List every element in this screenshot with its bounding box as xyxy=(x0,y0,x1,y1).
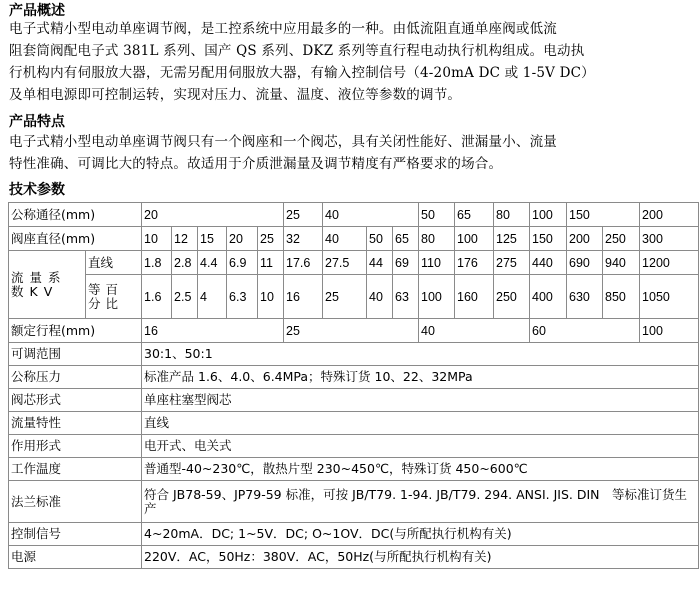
spec-cell: 250 xyxy=(494,275,530,319)
spec-value: 普通型-40~230℃，散热片型 230~450℃，特殊订货 450~600℃ xyxy=(142,458,699,481)
spec-cell: 2.5 xyxy=(172,275,198,319)
overview-heading: 产品概述 xyxy=(9,3,65,19)
overview-line: 及单相电源即可控制运转，实现对压力、流量、温度、液位等参数的调节。 xyxy=(9,87,462,103)
spec-cell: 176 xyxy=(455,251,494,275)
spec-cell: 80 xyxy=(419,227,455,251)
spec-label: 阀芯形式 xyxy=(9,389,142,412)
kv-equal-percentage-row xyxy=(9,275,699,319)
overview-paragraph xyxy=(9,18,697,106)
spec-cell: 160 xyxy=(455,275,494,319)
spec-cell: 16 xyxy=(142,319,284,343)
spec-cell: 150 xyxy=(530,227,567,251)
spec-label: 作用形式 xyxy=(9,435,142,458)
spec-cell: 200 xyxy=(640,203,699,227)
spec-label: 控制信号 xyxy=(9,523,142,546)
spec-cell: 80 xyxy=(494,203,530,227)
spec-value: 4~20mA．DC; 1~5V．DC; O~1OV．DC(与所配执行机构有关) xyxy=(142,523,699,546)
spec-cell: 40 xyxy=(323,227,367,251)
spec-cell: 440 xyxy=(530,251,567,275)
spec-cell: 10 xyxy=(258,275,284,319)
spec-cell: 940 xyxy=(603,251,640,275)
spec-row xyxy=(9,546,699,569)
spec-cell: 1200 xyxy=(640,251,699,275)
spec-cell: 10 xyxy=(142,227,172,251)
spec-row xyxy=(9,523,699,546)
spec-label: 公称压力 xyxy=(9,366,142,389)
spec-cell: 69 xyxy=(393,251,419,275)
spec-cell: 6.3 xyxy=(227,275,258,319)
spec-cell: 100 xyxy=(455,227,494,251)
spec-cell: 25 xyxy=(284,203,323,227)
features-line: 特性准确、可调比大的特点。故适用于介质泄漏量及调节精度有严格要求的场合。 xyxy=(9,156,503,172)
spec-label: 流量特性 xyxy=(9,412,142,435)
spec-cell: 690 xyxy=(567,251,603,275)
spec-cell: 65 xyxy=(455,203,494,227)
spec-cell: 1050 xyxy=(640,275,699,319)
rated-stroke-label: 额定行程(mm) xyxy=(9,319,142,343)
spec-value: 标准产品 1.6、4.0、6.4MPa；特殊订货 10、22、32MPa xyxy=(142,366,699,389)
overview-line: 行机构内有伺服放大器，无需另配用伺服放大器，有输入控制信号（4-20mA DC 或 1-5V DC） xyxy=(9,65,595,81)
spec-cell: 11 xyxy=(258,251,284,275)
spec-cell: 4.4 xyxy=(198,251,227,275)
spec-cell: 17.6 xyxy=(284,251,323,275)
seat-diameter-row xyxy=(9,227,699,251)
spec-row xyxy=(9,343,699,366)
spec-cell: 40 xyxy=(419,319,530,343)
overview-line: 阻套筒阀配电子式 381L 系列、国产 QS 系列、DKZ 系列等直行程电动执行机构组成。电动执 xyxy=(9,43,585,59)
spec-cell: 16 xyxy=(284,275,323,319)
spec-cell: 20 xyxy=(227,227,258,251)
spec-cell: 60 xyxy=(530,319,640,343)
spec-row xyxy=(9,412,699,435)
nominal-diameter-row xyxy=(9,203,699,227)
spec-cell: 25 xyxy=(258,227,284,251)
spec-table xyxy=(8,202,699,569)
spec-value: 符合 JB78-59、JP79-59 标准，可按 JB/T79. 1-94. JB/T79. 294. ANSI. JIS. DIN 等标准订货生产 xyxy=(142,481,699,523)
spec-value: 单座柱塞型阀芯 xyxy=(142,389,699,412)
features-heading: 产品特点 xyxy=(9,114,65,130)
spec-row xyxy=(9,435,699,458)
nominal-diameter-label: 公称通径(mm) xyxy=(9,203,142,227)
spec-cell: 150 xyxy=(567,203,640,227)
kv-linear-row xyxy=(9,251,699,275)
spec-cell: 65 xyxy=(393,227,419,251)
spec-cell: 32 xyxy=(284,227,323,251)
spec-cell: 1.8 xyxy=(142,251,172,275)
spec-cell: 25 xyxy=(323,275,367,319)
spec-value: 220V．AC，50Hz：380V．AC，50Hz(与所配执行机构有关) xyxy=(142,546,699,569)
spec-row xyxy=(9,389,699,412)
spec-cell: 100 xyxy=(419,275,455,319)
overview-line: 电子式精小型电动单座调节阀，是工控系统中应用最多的一种。由低流阻直通单座阀或低流 xyxy=(9,21,557,37)
spec-cell: 275 xyxy=(494,251,530,275)
spec-cell: 850 xyxy=(603,275,640,319)
spec-cell: 27.5 xyxy=(323,251,367,275)
spec-row xyxy=(9,366,699,389)
spec-label: 可调范围 xyxy=(9,343,142,366)
linear-label: 直线 xyxy=(86,251,142,275)
spec-row xyxy=(9,458,699,481)
spec-cell: 100 xyxy=(640,319,699,343)
spec-cell: 4 xyxy=(198,275,227,319)
spec-cell: 40 xyxy=(323,203,419,227)
spec-cell: 630 xyxy=(567,275,603,319)
spec-cell: 50 xyxy=(419,203,455,227)
spec-cell: 40 xyxy=(367,275,393,319)
spec-cell: 15 xyxy=(198,227,227,251)
spec-cell: 2.8 xyxy=(172,251,198,275)
spec-cell: 300 xyxy=(640,227,699,251)
spec-cell: 100 xyxy=(530,203,567,227)
seat-diameter-label: 阀座直径(mm) xyxy=(9,227,142,251)
spec-cell: 200 xyxy=(567,227,603,251)
spec-label: 法兰标准 xyxy=(9,481,142,523)
specs-heading: 技术参数 xyxy=(9,182,65,198)
spec-cell: 44 xyxy=(367,251,393,275)
spec-label: 电源 xyxy=(9,546,142,569)
spec-cell: 110 xyxy=(419,251,455,275)
spec-cell: 125 xyxy=(494,227,530,251)
spec-cell: 25 xyxy=(284,319,419,343)
spec-cell: 1.6 xyxy=(142,275,172,319)
features-line: 电子式精小型电动单座调节阀只有一个阀座和一个阀芯，具有关闭性能好、泄漏量小、流量 xyxy=(9,134,557,150)
spec-value: 电开式、电关式 xyxy=(142,435,699,458)
flow-coefficient-label: 流量系数KV xyxy=(9,251,86,319)
spec-value: 30:1、50:1 xyxy=(142,343,699,366)
spec-cell: 250 xyxy=(603,227,640,251)
spec-cell: 6.9 xyxy=(227,251,258,275)
spec-value: 直线 xyxy=(142,412,699,435)
spec-cell: 50 xyxy=(367,227,393,251)
rated-stroke-row xyxy=(9,319,699,343)
features-paragraph xyxy=(9,131,697,175)
equal-percentage-label: 等百分比 xyxy=(86,275,142,319)
spec-row xyxy=(9,481,699,523)
spec-cell: 400 xyxy=(530,275,567,319)
spec-cell: 63 xyxy=(393,275,419,319)
spec-cell: 12 xyxy=(172,227,198,251)
spec-label: 工作温度 xyxy=(9,458,142,481)
spec-cell: 20 xyxy=(142,203,284,227)
